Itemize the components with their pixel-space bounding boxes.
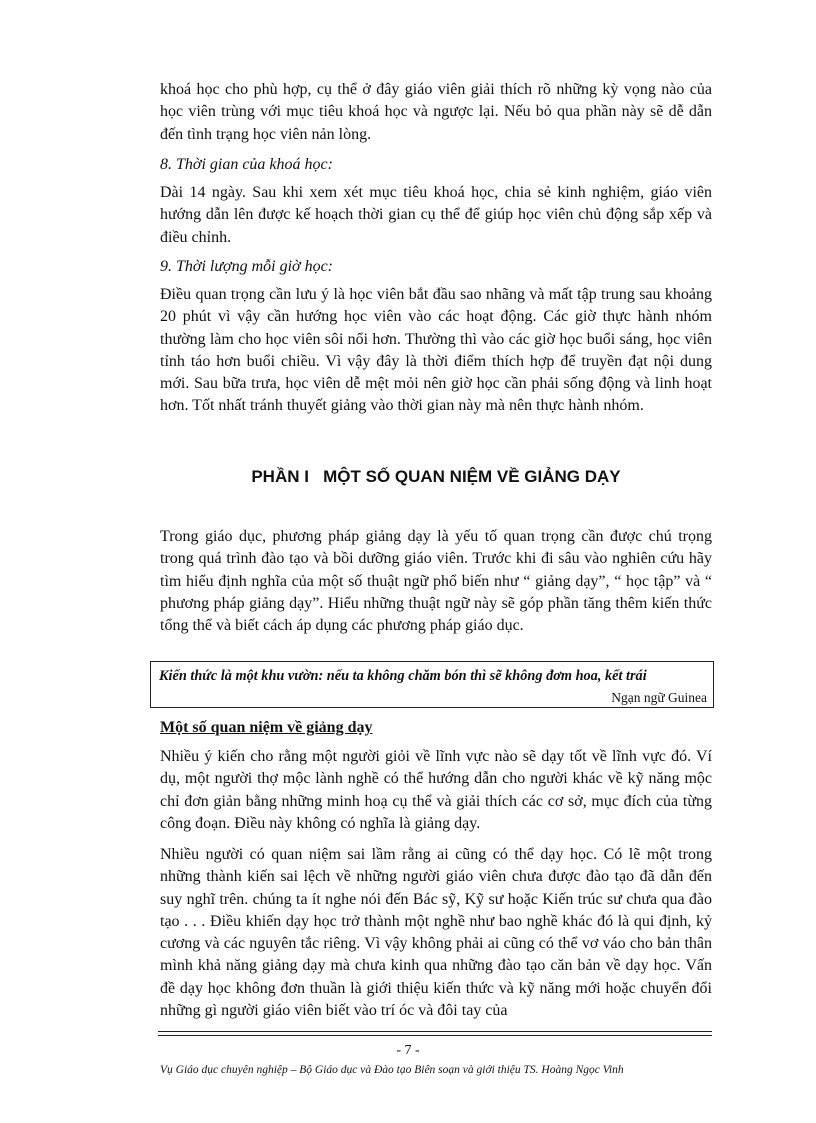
paragraph-lesson-duration: Điều quan trọng cần lưu ý là học viên bắt đầu sao nhãng và mất tập trung sau khoảng 20 phút vì vậy cần hướng học viên vào các hoạt động. Các giờ thực hành nhóm thường làm cho học viên sôi nổi hơn. Thường thì vào các giờ học buổi sáng, học viên tỉnh táo hơn buổi chiều. Vì vậy đây là thời điểm thích hợp để truyền đạt nội dung mới. Sau bữa trưa, học viên dễ mệt mỏi nên giờ học cần phải sống động và linh hoạt hơn. Tốt nhất tránh thuyết giảng vào thời gian này mà nên thực hành nhóm. <box>160 286 712 415</box>
heading-lesson-duration: 9. Thời lượng mỗi giờ học: <box>160 258 334 275</box>
footer-divider <box>158 1031 712 1036</box>
section-title: Một số quan niệm về giảng dạy <box>160 719 373 736</box>
paragraph-part-intro: Trong giáo dục, phương pháp giảng dạy là yếu tố quan trọng cần được chú trọng trong quá trình đào tạo và bồi dưỡng giáo viên. Trước khi đi sâu vào nghiên cứu hãy tìm hiểu định nghĩa của một số thuật ngữ phổ biến như “ giảng dạy”, “ học tập” và “ phương pháp giảng dạy”. Hiểu những thuật ngữ này sẽ góp phần tăng thêm kiến thức tổng thể và biết cách áp dụng các phương pháp giáo dục. <box>160 528 712 635</box>
part-title: PHẦN I MỘT SỐ QUAN NIỆM VỀ GIẢNG DẠY <box>251 467 621 486</box>
footer-text: Vụ Giáo dục chuyên nghiệp – Bộ Giáo dục và Đào tạo Biên soạn và giới thiệu TS. Hoàng Ngọc Vinh <box>160 1064 624 1076</box>
page-number: - 7 - <box>396 1043 420 1058</box>
paragraph-section-2: Nhiều người có quan niệm sai lầm rằng ai cũng có thể dạy học. Có lẽ một trong những thành kiến sai lệch về những người giáo viên chưa được đào tạo đã dẫn đến suy nghĩ trên. chúng ta ít nghe nói đến Bác sỹ, Kỹ sư hoặc Kiến trúc sư chưa qua đào tạo . . . Điều khiến dạy học trở thành một nghề như bao nghề khác đó là qui định, kỷ cương và các nguyên tắc riêng. Vì vậy không phải ai cũng có thể vơ váo cho bản thân mình khả năng giảng dạy mà chưa kinh qua những đào tạo căn bản về dạy học. Vấn đề dạy học không đơn thuần là giới thiệu kiến thức và kỹ năng mới hoặc chuyển đổi những gì người giáo viên biết vào trí óc và đôi tay của <box>160 846 712 1020</box>
paragraph-section-1: Nhiều ý kiến cho rằng một người giỏi về lĩnh vực nào sẽ dạy tốt về lĩnh vực đó. Ví dụ, một người thợ mộc lành nghề có thể hướng dẫn cho người khác về kỹ năng mộc chỉ đơn giản bằng những minh hoạ cụ thể và giải thích các cơ sở, mục đích của từng công đoạn. Điều này không có nghĩa là giảng dạy. <box>160 748 712 832</box>
heading-course-duration: 8. Thời gian của khoá học: <box>160 156 333 173</box>
quote-source: Ngạn ngữ Guinea <box>611 690 707 705</box>
quote-box <box>150 661 714 708</box>
quote-text: Kiến thức là một khu vườn: nếu ta không chăm bón thì sẽ không đơm hoa, kết trái <box>159 668 647 684</box>
paragraph-course-duration: Dài 14 ngày. Sau khi xem xét mục tiêu khoá học, chia sẻ kinh nghiệm, giáo viên hướng dẫn lên được kế hoạch thời gian cụ thể để giúp học viên chủ động sắp xếp và điều chỉnh. <box>160 184 712 246</box>
paragraph-intro: khoá học cho phù hợp, cụ thể ở đây giáo viên giải thích rõ những kỳ vọng nào của học viên trùng với mục tiêu khoá học và ngược lại. Nếu bỏ qua phần này sẽ dễ dẫn đến tình trạng học viên nản lòng. <box>160 81 712 143</box>
